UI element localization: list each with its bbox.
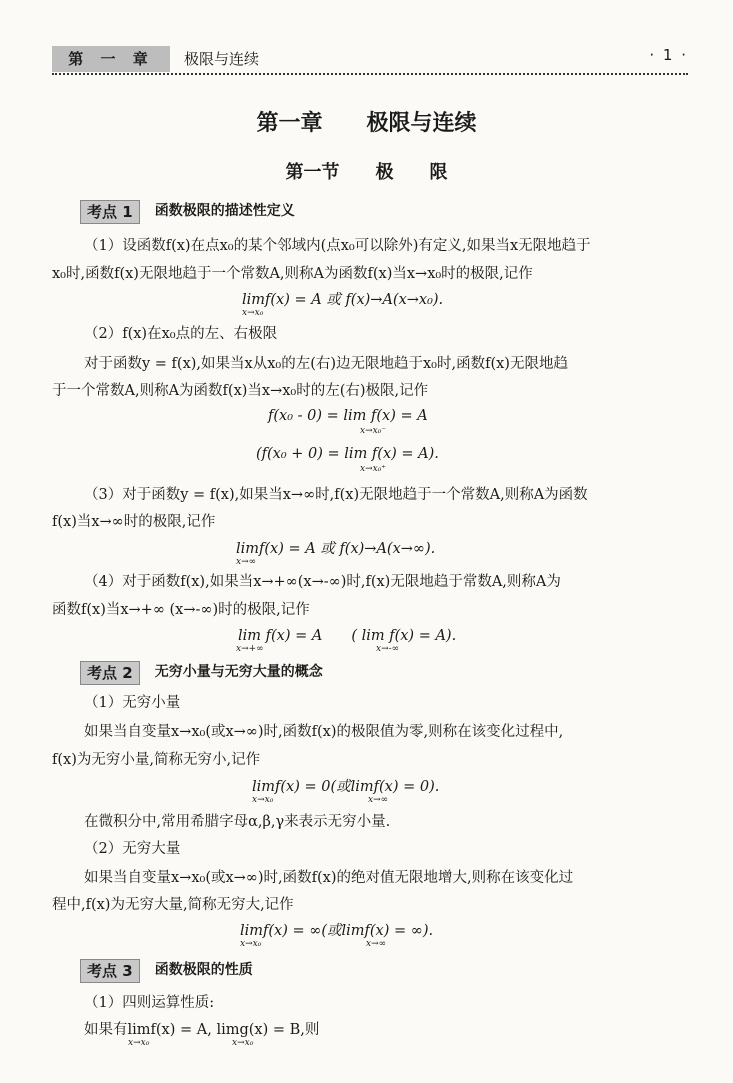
formula: limf(x) = 0(或limf(x) = 0). xyxy=(252,779,440,795)
text-line: 如果当自变量x→x₀(或x→∞)时,函数f(x)的极限值为零,则称在该变化过程中, xyxy=(84,724,564,740)
limit-subscript: x→-∞ xyxy=(376,644,400,654)
limit-subscript: x→∞ xyxy=(366,939,387,949)
formula: limf(x) = A 或 f(x)→A(x→x₀). xyxy=(242,292,444,308)
text-line: （2）无穷大量 xyxy=(84,841,181,857)
text-line: （1）四则运算性质: xyxy=(84,995,215,1011)
limit-subscript: x→x₀ xyxy=(240,939,262,949)
formula: limf(x) = ∞(或limf(x) = ∞). xyxy=(240,923,434,939)
header-rule xyxy=(52,73,688,75)
text-line: x₀时,函数f(x)无限地趋于一个常数A,则称A为函数f(x)当x→x₀时的极限,记作 xyxy=(52,266,533,282)
limit-subscript: x→x₀ xyxy=(232,1038,254,1048)
text-line: f(x)为无穷小量,简称无穷小,记作 xyxy=(52,752,261,768)
key-point-title: 无穷小量与无穷大量的概念 xyxy=(154,664,323,680)
key-point-2 xyxy=(80,661,323,683)
text-line: 如果当自变量x→x₀(或x→∞)时,函数f(x)的绝对值无限地增大,则称在该变化过 xyxy=(84,870,574,886)
limit-subscript: x→x₀ xyxy=(252,795,274,805)
formula: (f(x₀ + 0) = lim f(x) = A). xyxy=(256,446,439,462)
limit-subscript: x→x₀⁺ xyxy=(360,464,387,474)
text-line: f(x)当x→∞时的极限,记作 xyxy=(52,514,216,530)
text-line: 函数f(x)当x→+∞ (x→-∞)时的极限,记作 xyxy=(52,602,310,618)
formula: lim f(x) = A ( lim f(x) = A). xyxy=(238,628,457,644)
key-point-badge: 考点 1 xyxy=(80,200,140,224)
chapter-tab: 第 一 章 xyxy=(52,46,170,72)
text-line: （2）f(x)在x₀点的左、右极限 xyxy=(84,326,278,342)
key-point-3 xyxy=(80,959,253,981)
text-line: （1）无穷小量 xyxy=(84,695,181,711)
text-line: 如果有limf(x) = A, limg(x) = B,则 xyxy=(84,1022,320,1038)
key-point-title: 函数极限的描述性定义 xyxy=(154,203,295,219)
limit-subscript: x→x₀⁻ xyxy=(360,426,387,436)
running-chapter-name: 极限与连续 xyxy=(184,50,260,68)
page-number: · 1 · xyxy=(649,46,688,64)
key-point-badge: 考点 2 xyxy=(80,661,140,685)
text-line: 对于函数y = f(x),如果当x从x₀的左(右)边无限地趋于x₀时,函数f(x)无限地趋 xyxy=(84,356,568,372)
formula: limf(x) = A 或 f(x)→A(x→∞). xyxy=(236,541,436,557)
section-title: 第一节 极 限 xyxy=(285,162,448,183)
limit-subscript: x→x₀ xyxy=(128,1038,150,1048)
limit-subscript: x→+∞ xyxy=(236,644,264,654)
text-line: 在微积分中,常用希腊字母α,β,γ来表示无穷小量. xyxy=(84,814,391,830)
limit-subscript: x→∞ xyxy=(236,557,257,567)
chapter-title: 第一章 极限与连续 xyxy=(256,111,477,136)
limit-subscript: x→∞ xyxy=(368,795,389,805)
text-line: 于一个常数A,则称A为函数f(x)当x→x₀时的左(右)极限,记作 xyxy=(52,383,429,399)
text-line: （3）对于函数y = f(x),如果当x→∞时,f(x)无限地趋于一个常数A,则称A为函数 xyxy=(84,487,588,503)
text-line: （4）对于函数f(x),如果当x→+∞(x→-∞)时,f(x)无限地趋于常数A,则称A为 xyxy=(84,574,561,590)
running-header xyxy=(52,46,688,72)
key-point-1 xyxy=(80,200,295,222)
limit-subscript: x→x₀ xyxy=(242,308,264,318)
text-line: （1）设函数f(x)在点x₀的某个邻域内(点x₀可以除外)有定义,如果当x无限地趋于 xyxy=(84,238,591,254)
key-point-badge: 考点 3 xyxy=(80,959,140,983)
formula: f(x₀ - 0) = lim f(x) = A xyxy=(268,408,428,424)
text-line: 程中,f(x)为无穷大量,简称无穷大,记作 xyxy=(52,897,294,913)
key-point-title: 函数极限的性质 xyxy=(154,962,253,978)
